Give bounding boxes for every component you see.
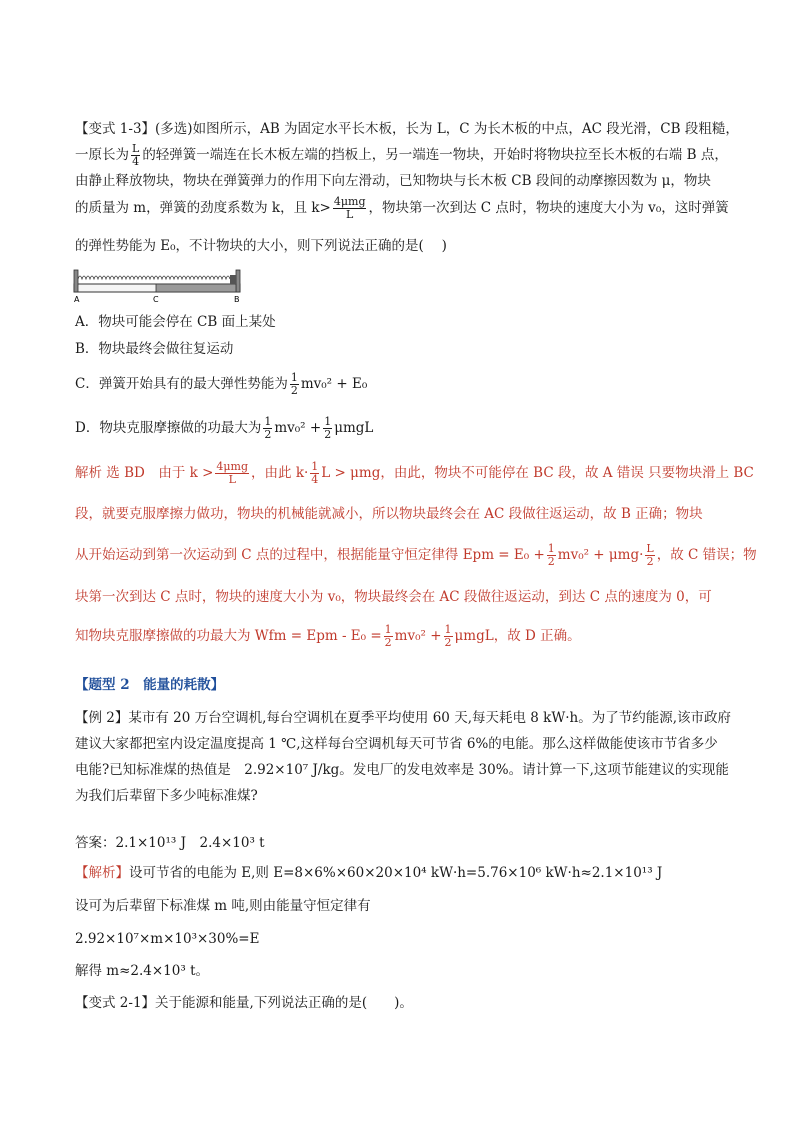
solution-line-1: 【解析】设可节省的电能为 E,则 E=8×6%×60×20×10⁴ kW·h=5.76×10⁶ kW·h≈2.1×10¹³ J <box>75 865 663 881</box>
option-d: D．物块克服摩擦做的功最大为 $\frac{1}{2}$ mv₀² + $\frac{1}{2}$ μmgL <box>75 415 374 441</box>
fraction-4umg-over-l: $\frac{\text{4μmg}}{L}$ <box>216 460 249 486</box>
topic-2-heading: 【题型 2 能量的耗散】 <box>75 677 225 693</box>
right-wall <box>236 270 240 292</box>
label-c: C <box>153 295 159 304</box>
variant-1-3-line-4: 的质量为 m，弹簧的劲度系数为 k，且 k> $\frac{\text{4μmg}}{L}$ ，物块第一次到达 C 点时，物块的速度大小为 v₀，这时弹簧 <box>75 195 729 221</box>
fraction-quarter: $\frac{1}{4}$ <box>311 460 319 486</box>
variant-1-3-line-5: 的弹性势能为 E₀，不计物块的大小，则下列说法正确的是( ) <box>75 238 447 254</box>
block <box>230 275 236 284</box>
spring <box>78 276 230 279</box>
fraction-4umg-over-l: $\frac{\text{4μmg}}{L}$ <box>333 195 366 221</box>
analysis-line-3: 从开始运动到第一次运动到 C 点的过程中，根据能量守恒定律得 Epm = E₀ + $\frac{1}{2}$ mv₀² + μmg· $\frac{L}{2}$ ，故 C 错误；物 <box>75 542 757 568</box>
solution-line-3: 2.92×10⁷×m×10³×30%=E <box>75 931 260 947</box>
variant-2-1-line-1: 【变式 2-1】关于能源和能量,下列说法正确的是( )。 <box>75 995 413 1011</box>
example-2-line-3: 电能?已知标准煤的热值是 2.92×10⁷ J/kg。发电厂的发电效率是 30%。请计算一下,这项节能建议的实现能 <box>75 762 729 778</box>
rough-section <box>156 284 236 292</box>
fraction-l-over-4: $\frac{L}{4}$ <box>132 142 140 168</box>
fraction-half: $\frac{1}{2}$ <box>444 623 452 649</box>
spring-board-diagram <box>72 266 247 304</box>
analysis-line-5: 知物块克服摩擦做的功最大为 Wfm = Epm - E₀ = $\frac{1}{2}$ mv₀² + $\frac{1}{2}$ μmgL，故 D 正确。 <box>75 623 581 649</box>
analysis-line-4: 块第一次到达 C 点时，物块的速度大小为 v₀，物块最终会在 AC 段做往返运动，到达 C 点的速度为 0，可 <box>75 589 712 605</box>
fraction-half: $\frac{1}{2}$ <box>384 623 392 649</box>
option-a: A．物块可能会停在 CB 面上某处 <box>75 314 276 330</box>
option-c: C．弹簧开始具有的最大弹性势能为 $\frac{1}{2}$ mv₀² + E₀ <box>75 371 368 397</box>
variant-1-3-line-1: 【变式 1-3】(多选)如图所示，AB 为固定水平长木板，长为 L，C 为长木板的中点，AC 段光滑，CB 段粗糙， <box>75 121 739 137</box>
fraction-half: $\frac{1}{2}$ <box>324 415 332 441</box>
label-a: A <box>74 295 80 304</box>
example-2-line-2: 建议大家都把室内设定温度提高 1 ℃,这样每台空调机每天可节省 6%的电能。那么这样做能使该市节省多少 <box>75 736 718 752</box>
solution-line-4: 解得 m≈2.4×10³ t。 <box>75 963 209 979</box>
fraction-half: $\frac{1}{2}$ <box>547 542 555 568</box>
example-2-line-4: 为我们后辈留下多少吨标准煤? <box>75 788 258 804</box>
option-b: B．物块最终会做往复运动 <box>75 341 234 357</box>
label-b: B <box>234 295 240 304</box>
example-2-line-1: 【例 2】某市有 20 万台空调机,每台空调机在夏季平均使用 60 天,每天耗电 8 kW·h。为了节约能源,该市政府 <box>75 710 731 726</box>
fraction-half: $\frac{1}{2}$ <box>290 371 298 397</box>
variant-1-3-line-3: 由静止释放物块，物块在弹簧弹力的作用下向左滑动，已知物块与长木板 CB 段间的动摩擦因数为 μ，物块 <box>75 173 711 189</box>
fraction-half: $\frac{1}{2}$ <box>264 415 272 441</box>
left-wall <box>74 270 78 292</box>
answer-line: 答案：2.1×10¹³ J 2.4×10³ t <box>75 835 265 851</box>
fraction-l-over-2: $\frac{L}{2}$ <box>646 542 654 568</box>
solution-line-2: 设可为后辈留下标准煤 m 吨,则由能量守恒定律有 <box>75 898 371 914</box>
analysis-line-1: 解析 选 BD 由于 k > $\frac{\text{4μmg}}{L}$ ，由此 k· $\frac{1}{4}$ L > μmg，由此，物块不可能停在 BC 段，故 A 错误 只要物块滑上 BC <box>75 460 754 486</box>
variant-1-3-line-2: 一原长为 $\frac{L}{4}$ 的轻弹簧一端连在长木板左端的挡板上，另一端连一物块，开始时将物块拉至长木板的右端 B 点， <box>75 142 728 168</box>
analysis-line-2: 段，就要克服摩擦力做功，物块的机械能就减小，所以物块最终会在 AC 段做往返运动，故 B 正确；物块 <box>75 506 703 522</box>
